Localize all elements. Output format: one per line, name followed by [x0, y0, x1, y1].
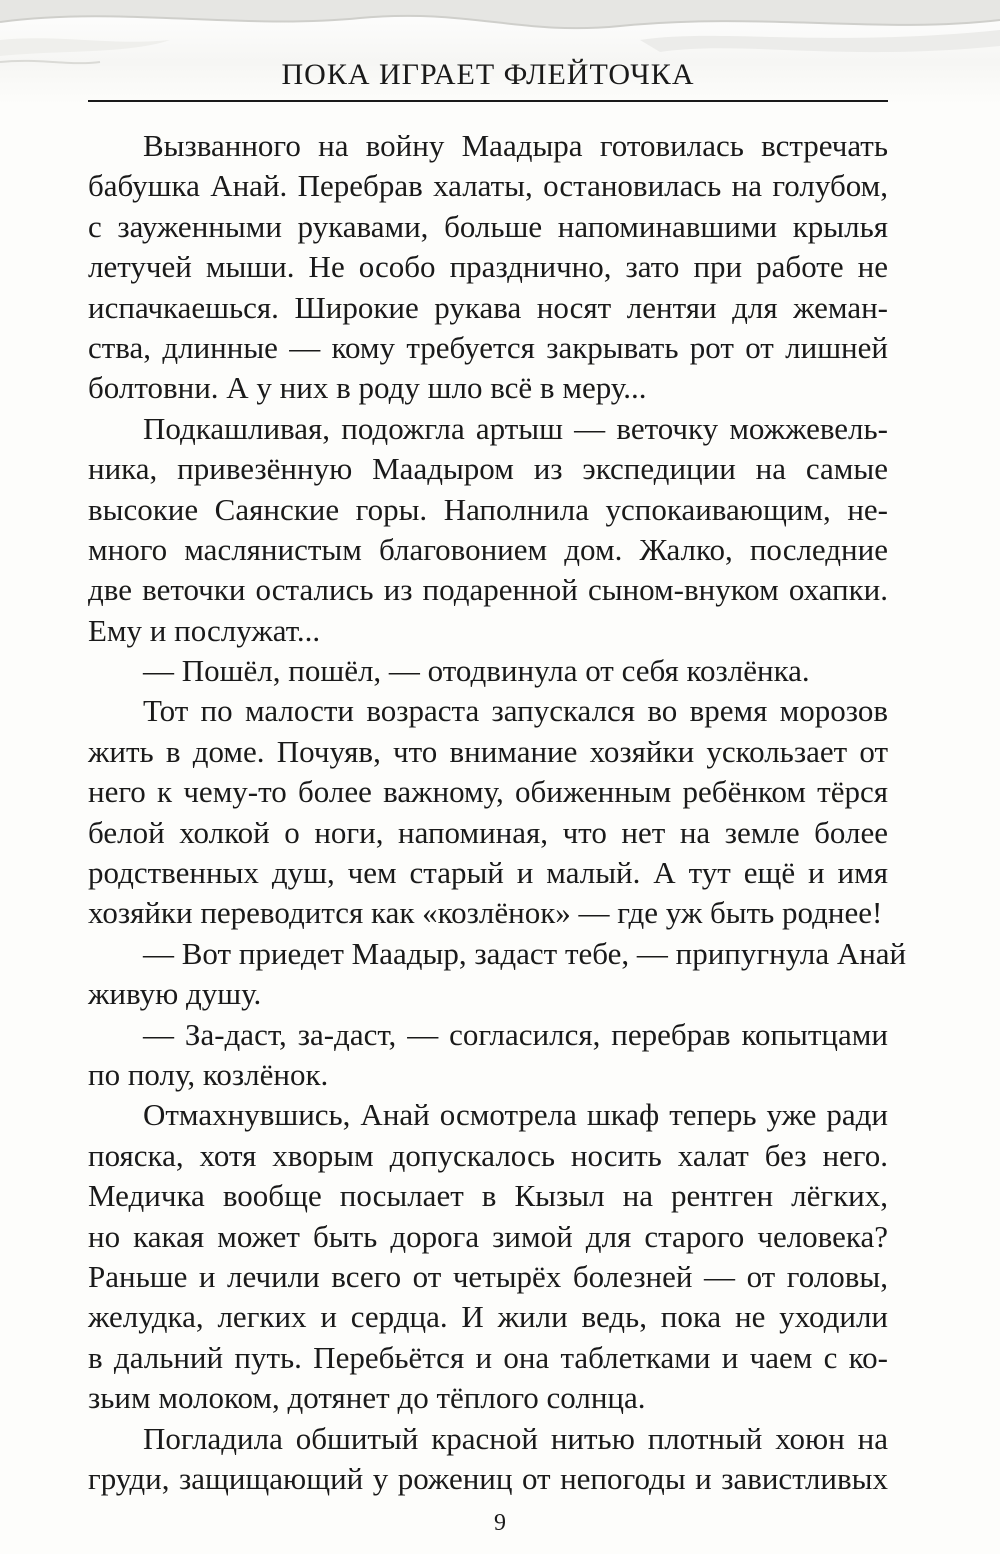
text-line: ства, длинные — кому требуется закрывать рот от лишней — [88, 329, 888, 365]
text-line: бабушка Анай. Перебрав халаты, остановилась на голубом, — [88, 168, 888, 204]
text-line: но какая может быть дорога зимой для старого человека? — [88, 1218, 888, 1254]
text-line: родственных душ, чем старый и малый. А тут ещё и имя — [88, 855, 888, 891]
text-line: болтовни. А у них в роду шло всё в меру... — [88, 370, 647, 406]
text-line: — Вот приедет Маадыр, задаст тебе, — припугнула Анай — [143, 935, 907, 971]
text-line: две веточки остались из подаренной сыном-внуком охапки. — [88, 572, 888, 608]
text-line: хозяйки переводится как «козлёнок» — где уж быть роднее! — [88, 895, 883, 931]
text-line: зьим молоком, дотянет до тёплого солнца. — [88, 1380, 646, 1416]
body-text — [88, 126, 907, 1499]
text-line: Вызванного на войну Маадыра готовилась встречать — [143, 128, 888, 163]
text-line: желудка, легких и сердца. И жили ведь, пока не уходили — [88, 1299, 888, 1335]
text-line: ника, привезённую Маадыром из экспедиции на самые — [88, 451, 888, 487]
header-rule — [88, 100, 888, 102]
running-title: ПОКА ИГРАЕТ ФЛЕЙТОЧКА — [281, 58, 695, 91]
text-line: Отмахнувшись, Анай осмотрела шкаф теперь уже ради — [143, 1097, 888, 1133]
text-line: испачкаешься. Широкие рукава носят лентяи для жеман- — [88, 289, 888, 325]
text-line: высокие Саянские горы. Наполнила успокаивающим, не- — [88, 491, 888, 527]
text-line: — За-даст, за-даст, — согласился, перебрав копытцами — [143, 1016, 888, 1052]
text-line: него к чему-то более важному, обиженным ребёнком тёрся — [88, 774, 888, 810]
text-line: — Пошёл, пошёл, — отодвинула от себя козлёнка. — [143, 653, 810, 689]
text-line: с зауженными рукавами, больше напоминавшими крылья — [88, 208, 888, 244]
text-line: Тот по малости возраста запускался во время морозов — [143, 693, 888, 729]
text-line: Медичка вообще посылает в Кызыл на рентген лёгких, — [88, 1178, 888, 1214]
text-line: жить в доме. Почуяв, что внимание хозяйки ускользает от — [88, 733, 888, 769]
text-line: Подкашливая, подожгла артыш — веточку можжевель- — [143, 410, 888, 446]
text-line: Погладила обшитый красной нитью плотный хоюн на — [143, 1420, 888, 1456]
page-number: 9 — [494, 1510, 506, 1536]
text-line: по полу, козлёнок. — [88, 1056, 329, 1092]
text-line: Раньше и лечили всего от четырёх болезней — от головы, — [88, 1258, 888, 1294]
text-line: в дальний путь. Перебьётся и она таблетками и чаем с ко- — [88, 1339, 888, 1375]
text-line: белой холкой о ноги, напоминая, что нет на земле более — [88, 814, 888, 850]
text-line: летучей мыши. Не особо празднично, зато при работе не — [88, 249, 888, 285]
text-line: груди, защищающий у рожениц от непогоды и завистливых — [88, 1460, 888, 1496]
text-line: много маслянистым благовонием дом. Жалко, последние — [88, 531, 888, 567]
text-line: живую душу. — [88, 976, 262, 1012]
text-line: Ему и послужат... — [88, 612, 321, 648]
text-line: пояска, хотя хворым допускалось носить халат без него. — [88, 1137, 888, 1173]
